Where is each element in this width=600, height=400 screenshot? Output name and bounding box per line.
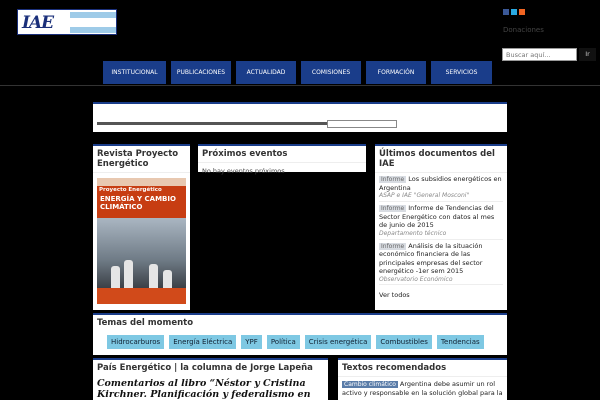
chip-combustibles[interactable]: Combustibles (376, 335, 432, 349)
revista-cover[interactable] (97, 178, 186, 304)
doc-tag: Informe (381, 205, 405, 213)
nav-item-publicaciones[interactable]: PUBLICACIONES (171, 61, 231, 84)
cover-title: ENERGÍA Y CAMBIO CLIMÁTICO (100, 195, 176, 211)
facebook-icon[interactable] (503, 9, 509, 15)
eventos-empty: No hay eventos próximos (202, 167, 285, 175)
banner-input[interactable] (327, 120, 397, 128)
chip-crisis-energetica[interactable]: Crisis energética (305, 335, 372, 349)
chip-hidrocarburos[interactable]: Hidrocarburos (107, 335, 164, 349)
textos-item[interactable] (338, 377, 507, 400)
eventos-title: Próximos eventos (198, 146, 366, 163)
iae-logo[interactable] (17, 9, 117, 35)
social-links (503, 9, 525, 15)
cover-photo (97, 218, 186, 288)
twitter-icon[interactable] (511, 9, 517, 15)
doc-link[interactable]: Los subsidios energéticos en Argentina (379, 175, 502, 192)
textos-tag: Cambio climático (344, 381, 396, 388)
rss-icon[interactable] (519, 9, 525, 15)
logo-stripe (70, 27, 116, 33)
temas-chips (107, 335, 484, 349)
revista-title: Revista Proyecto Energético (93, 146, 190, 173)
doc-tag: Informe (381, 176, 405, 183)
chip-ypf[interactable]: YPF (241, 335, 262, 349)
doc-source: Observatorio Económico (379, 276, 503, 286)
ver-todos-link[interactable]: Ver todos (379, 291, 410, 300)
doc-link[interactable]: Informe de Tendencias del Sector Energético con datos al mes de junio de 2015 (379, 204, 495, 230)
nav-item-comisiones[interactable]: COMISIONES (301, 61, 361, 84)
cover-footer (97, 288, 186, 304)
header-divider (0, 85, 600, 86)
columna-title: País Energético | la columna de Jorge Lapeña (97, 363, 313, 373)
textos-title: Textos recomendados (338, 360, 507, 377)
doc-item[interactable] (375, 173, 507, 202)
docs-panel (375, 144, 507, 310)
doc-link[interactable]: Análisis de la situación económico financiera de las principales empresas del sector energético -1er sem 2015 (379, 241, 483, 276)
doc-item[interactable] (375, 202, 507, 239)
search-button[interactable]: Ir (579, 48, 596, 61)
nav-item-servicios[interactable]: SERVICIOS (431, 61, 492, 84)
chip-politica[interactable]: Política (267, 335, 300, 349)
temas-panel (93, 313, 507, 355)
docs-title: Últimos documentos del IAE (375, 146, 507, 173)
cover-brand: Proyecto Energético (99, 187, 162, 193)
banner-panel (93, 102, 507, 132)
logo-stripe (70, 12, 116, 18)
doc-source: ASAP e IAE "General Mosconi" (379, 192, 503, 202)
revista-panel (93, 144, 190, 310)
textos-text[interactable]: Argentina debe asumir un rol activo y responsable en la solución global para la (342, 380, 503, 398)
eventos-panel (198, 144, 366, 175)
textos-panel (338, 358, 507, 400)
donaciones-link[interactable]: Donaciones (503, 26, 544, 34)
nav-item-actualidad[interactable]: ACTUALIDAD (236, 61, 296, 84)
search-input[interactable] (502, 48, 577, 61)
banner-text-line (97, 122, 327, 125)
temas-title: Temas del momento (97, 318, 194, 328)
columna-headline[interactable]: Comentarios al libro “Néstor y Cristina Kirchner. Planificación y federalismo en (97, 378, 311, 400)
main-nav (103, 61, 497, 84)
chip-energia-electrica[interactable]: Energía Eléctrica (169, 335, 236, 349)
cover-header-band (97, 178, 186, 186)
nav-item-formacion[interactable]: FORMACIÓN (366, 61, 426, 84)
doc-source: Departamento técnico (379, 230, 503, 240)
logo-text: IAE (22, 13, 54, 33)
nav-item-institucional[interactable]: INSTITUCIONAL (103, 61, 166, 84)
columna-panel (93, 358, 328, 400)
doc-tag: Informe (381, 242, 405, 250)
doc-item[interactable] (375, 240, 507, 286)
chip-tendencias[interactable]: Tendencias (437, 335, 484, 349)
